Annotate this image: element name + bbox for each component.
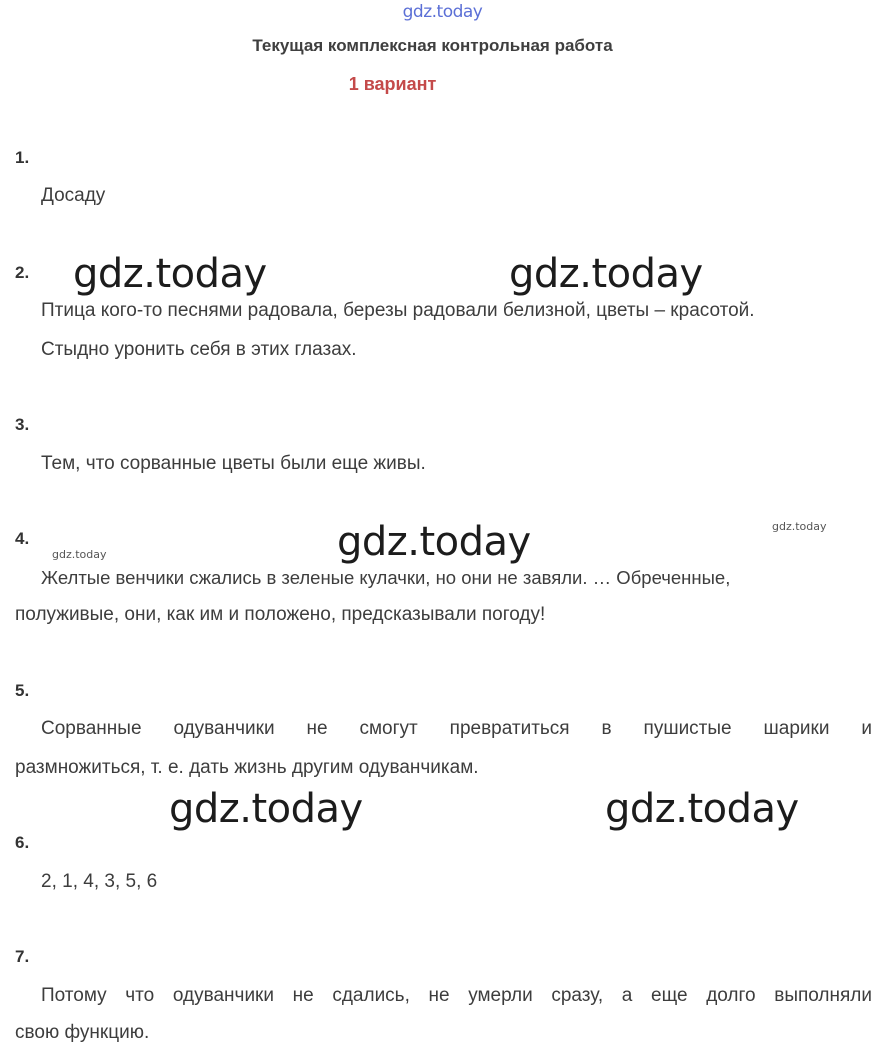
watermark-small-1: gdz.today — [772, 520, 827, 533]
answer-7-line-2: свою функцию. — [15, 1022, 150, 1043]
answer-number-4: 4. — [15, 529, 30, 548]
watermark-large-5: gdz.today — [605, 786, 799, 832]
answer-number-7: 7. — [15, 947, 30, 966]
answer-3-line-1: Тем, что сорванные цветы были еще живы. — [41, 453, 426, 474]
answer-2-line-1: Птица кого-то песнями радовала, березы радовали белизной, цветы – красотой. — [41, 300, 755, 321]
answer-number-3: 3. — [15, 415, 30, 434]
page-title: Текущая комплексная контрольная работа — [252, 36, 613, 55]
answer-number-5: 5. — [15, 681, 30, 700]
answer-6-line-1: 2, 1, 4, 3, 5, 6 — [41, 871, 158, 892]
answer-4-line-2: полуживые, они, как им и положено, предсказывали погоду! — [15, 604, 546, 625]
answer-number-6: 6. — [15, 833, 30, 852]
watermark-large-4: gdz.today — [169, 786, 363, 832]
answer-5-line-1: Сорванные одуванчики не смогут превратиться в пушистые шарики и — [41, 718, 872, 739]
watermark-large-3: gdz.today — [337, 519, 531, 565]
watermark-small-2: gdz.today — [52, 548, 107, 561]
answer-4-line-1: Желтые венчики сжались в зеленые кулачки, но они не завяли. … Обреченные, — [41, 567, 731, 588]
watermark-large-2: gdz.today — [509, 251, 703, 297]
answer-1-line-1: Досаду — [41, 185, 106, 206]
variant-label: 1 вариант — [348, 74, 437, 94]
answer-number-1: 1. — [15, 148, 30, 167]
answer-number-2: 2. — [15, 263, 30, 282]
answer-5-line-2: размножиться, т. е. дать жизнь другим одуванчикам. — [15, 757, 479, 778]
watermark-top: gdz.today — [402, 2, 483, 22]
answer-7-line-1: Потому что одуванчики не сдались, не умерли сразу, а еще долго выполняли — [41, 985, 872, 1006]
answer-2-line-2: Стыдно уронить себя в этих глазах. — [41, 339, 357, 360]
watermark-large-1: gdz.today — [73, 251, 267, 297]
